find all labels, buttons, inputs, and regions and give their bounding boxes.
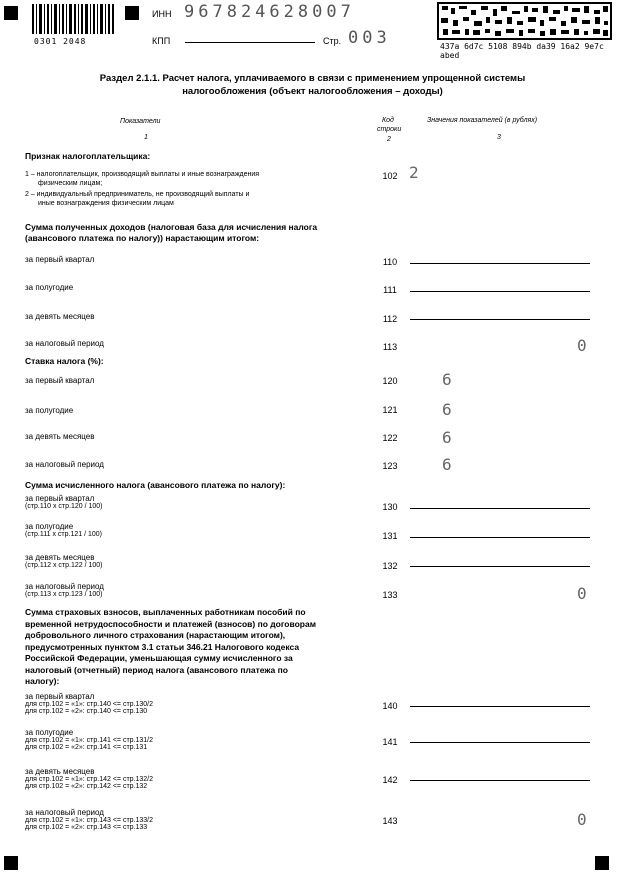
code-141: 141	[382, 737, 398, 747]
corner-marker-top-right	[125, 6, 139, 20]
corner-marker-bottom-left	[4, 856, 18, 870]
income-label-112: за девять месяцев	[25, 312, 95, 321]
code-140: 140	[382, 701, 398, 711]
income-field-110[interactable]	[410, 263, 590, 264]
code-143: 143	[382, 816, 398, 826]
rate-value-121[interactable]: 6	[442, 400, 452, 419]
insurance-field-142[interactable]	[410, 780, 590, 781]
calculated-row-131	[25, 522, 102, 538]
insurance-label-141: за полугодие	[25, 728, 74, 737]
col-code-number: 2	[387, 136, 391, 143]
corner-marker-bottom-right	[595, 856, 609, 870]
col-values-header: Значения показателей (в рублях)	[427, 117, 538, 124]
kpp-label: КПП	[152, 36, 171, 46]
rate-value-120[interactable]: 6	[442, 370, 452, 389]
insurance-cond2-140: для стр.102 = «2»: стр.140 <= стр.130	[25, 708, 148, 715]
rate-value-122[interactable]: 6	[442, 428, 452, 447]
calculated-field-130[interactable]	[410, 508, 590, 509]
insurance-cond1-141: для стр.102 = «1»: стр.141 <= стр.131/2	[25, 737, 154, 744]
calculated-formula-133: (стр.113 х стр.123 / 100)	[25, 591, 103, 598]
code-142: 142	[382, 775, 398, 785]
insurance-row-140	[25, 692, 153, 715]
code-121: 121	[382, 405, 398, 415]
code-102: 102	[382, 171, 398, 181]
calculated-formula-131: (стр.111 х стр.121 / 100)	[25, 531, 102, 538]
insurance-row-143	[25, 808, 153, 831]
code-131: 131	[382, 531, 398, 541]
section-title-line1: Раздел 2.1.1. Расчет налога, уплачиваемого в связи с применением упрощенной системы	[99, 73, 526, 84]
insurance-field-140[interactable]	[410, 706, 590, 707]
taxpayer-option-1b: физическим лицам;	[38, 180, 103, 187]
page-value: 003	[348, 28, 391, 48]
calculated-label-131: за полугодие	[25, 522, 74, 531]
insurance-cond1-143: для стр.102 = «1»: стр.143 <= стр.133/2	[25, 817, 154, 824]
income-label-113: за налоговый период	[25, 339, 104, 348]
income-heading-2: (авансового платежа по налогу)) нарастающим итогом:	[25, 233, 260, 243]
insurance-label-142: за девять месяцев	[25, 767, 95, 776]
taxpayer-heading: Признак налогоплательщика:	[25, 151, 151, 161]
calculated-formula-130: (стр.110 х стр.120 / 100)	[25, 503, 103, 510]
rate-heading: Ставка налога (%):	[25, 356, 104, 366]
income-label-110: за первый квартал	[25, 255, 95, 264]
corner-marker-top-left	[4, 6, 18, 20]
code-122: 122	[382, 433, 398, 443]
insurance-heading-line7: налогу):	[25, 676, 60, 686]
taxpayer-option-2a: 2 – индивидуальный предприниматель, не производящий выплаты и	[25, 191, 250, 198]
insurance-heading-line6: налоговый (отчетный) период налога (авансового платежа по	[25, 664, 288, 675]
insurance-cond2-143: для стр.102 = «2»: стр.143 <= стр.133	[25, 824, 148, 831]
form-code: 0301 2048	[34, 37, 87, 46]
calculated-field-132[interactable]	[410, 566, 590, 567]
calculated-formula-132: (стр.112 х стр.122 / 100)	[25, 562, 103, 569]
col-code-header: Код	[382, 117, 394, 124]
insurance-field-141[interactable]	[410, 742, 590, 743]
code-113: 113	[382, 342, 398, 352]
insurance-value-143[interactable]: 0	[577, 810, 587, 829]
insurance-row-141	[25, 728, 153, 751]
calculated-heading: Сумма исчисленного налога (авансового платежа по налогу):	[25, 480, 286, 490]
income-label-111: за полугодие	[25, 283, 74, 292]
qr-hash: 437a 6d7c 5108 894b da39 16a2 9e7c abed	[440, 42, 604, 60]
insurance-label-140: за первый квартал	[25, 692, 95, 701]
insurance-heading-line1: Сумма страховых взносов, выплаченных работникам пособий по	[25, 607, 306, 617]
rate-label-123: за налоговый период	[25, 460, 104, 469]
page-label: Стр.	[323, 36, 342, 46]
insurance-heading-line3: добровольного личного страхования (нарастающим итогом),	[25, 630, 286, 640]
calculated-row-133	[25, 582, 104, 598]
insurance-heading-line5: Российской Федерации, уменьшающая сумму исчисленного за	[25, 653, 293, 663]
insurance-heading-line4: предусмотренных пунктом 3.1 статьи 346.21 Налогового кодекса	[25, 641, 300, 652]
taxpayer-option-1a: 1 – налогоплательщик, производящий выплаты и иные вознаграждения	[25, 171, 260, 178]
insurance-row-142	[25, 767, 153, 790]
insurance-cond2-141: для стр.102 = «2»: стр.141 <= стр.131	[25, 744, 148, 751]
calculated-label-130: за первый квартал	[25, 494, 95, 503]
income-heading-1: Сумма полученных доходов (налоговая база для исчисления налога	[25, 222, 318, 232]
insurance-cond2-142: для стр.102 = «2»: стр.142 <= стр.132	[25, 783, 148, 790]
taxpayer-value[interactable]: 2	[409, 163, 419, 182]
code-133: 133	[382, 590, 398, 600]
col-values-number: 3	[497, 134, 501, 141]
insurance-label-143: за налоговый период	[25, 808, 104, 817]
income-field-111[interactable]	[410, 291, 590, 292]
col-indicators-number: 1	[144, 134, 148, 141]
calculated-field-131[interactable]	[410, 537, 590, 538]
col-indicators-header: Показатели	[120, 118, 161, 125]
calculated-label-133: за налоговый период	[25, 582, 104, 591]
code-123: 123	[382, 461, 398, 471]
code-110: 110	[382, 257, 398, 267]
code-120: 120	[382, 376, 398, 386]
calculated-label-132: за девять месяцев	[25, 553, 95, 562]
insurance-heading-line2: временной нетрудоспособности и платежей (взносов) по договорам	[25, 618, 316, 629]
code-132: 132	[382, 561, 398, 571]
code-130: 130	[382, 502, 398, 512]
calculated-row-132	[25, 553, 103, 569]
col-code-header2: строки	[377, 126, 402, 133]
code-111: 111	[383, 285, 397, 295]
section-title-line2: налогообложения (объект налогообложения – доходы)	[182, 86, 443, 97]
datamatrix-code	[437, 2, 612, 40]
calculated-row-130	[25, 494, 103, 510]
income-value-113[interactable]: 0	[577, 336, 587, 355]
barcode-image	[32, 4, 114, 34]
rate-label-122: за девять месяцев	[25, 432, 95, 441]
insurance-heading	[25, 607, 365, 688]
rate-label-121: за полугодие	[25, 406, 74, 415]
insurance-cond1-140: для стр.102 = «1»: стр.140 <= стр.130/2	[25, 701, 154, 708]
code-112: 112	[382, 314, 398, 324]
insurance-cond1-142: для стр.102 = «1»: стр.142 <= стр.132/2	[25, 776, 154, 783]
inn-label: ИНН	[152, 9, 172, 19]
inn-value: 967824628007	[184, 2, 355, 22]
income-field-112[interactable]	[410, 319, 590, 320]
kpp-line	[185, 42, 315, 43]
taxpayer-option-2b: иные вознаграждения физическим лицам	[38, 200, 174, 207]
calculated-value-133[interactable]: 0	[577, 584, 587, 603]
rate-label-120: за первый квартал	[25, 376, 95, 385]
rate-value-123[interactable]: 6	[442, 455, 452, 474]
